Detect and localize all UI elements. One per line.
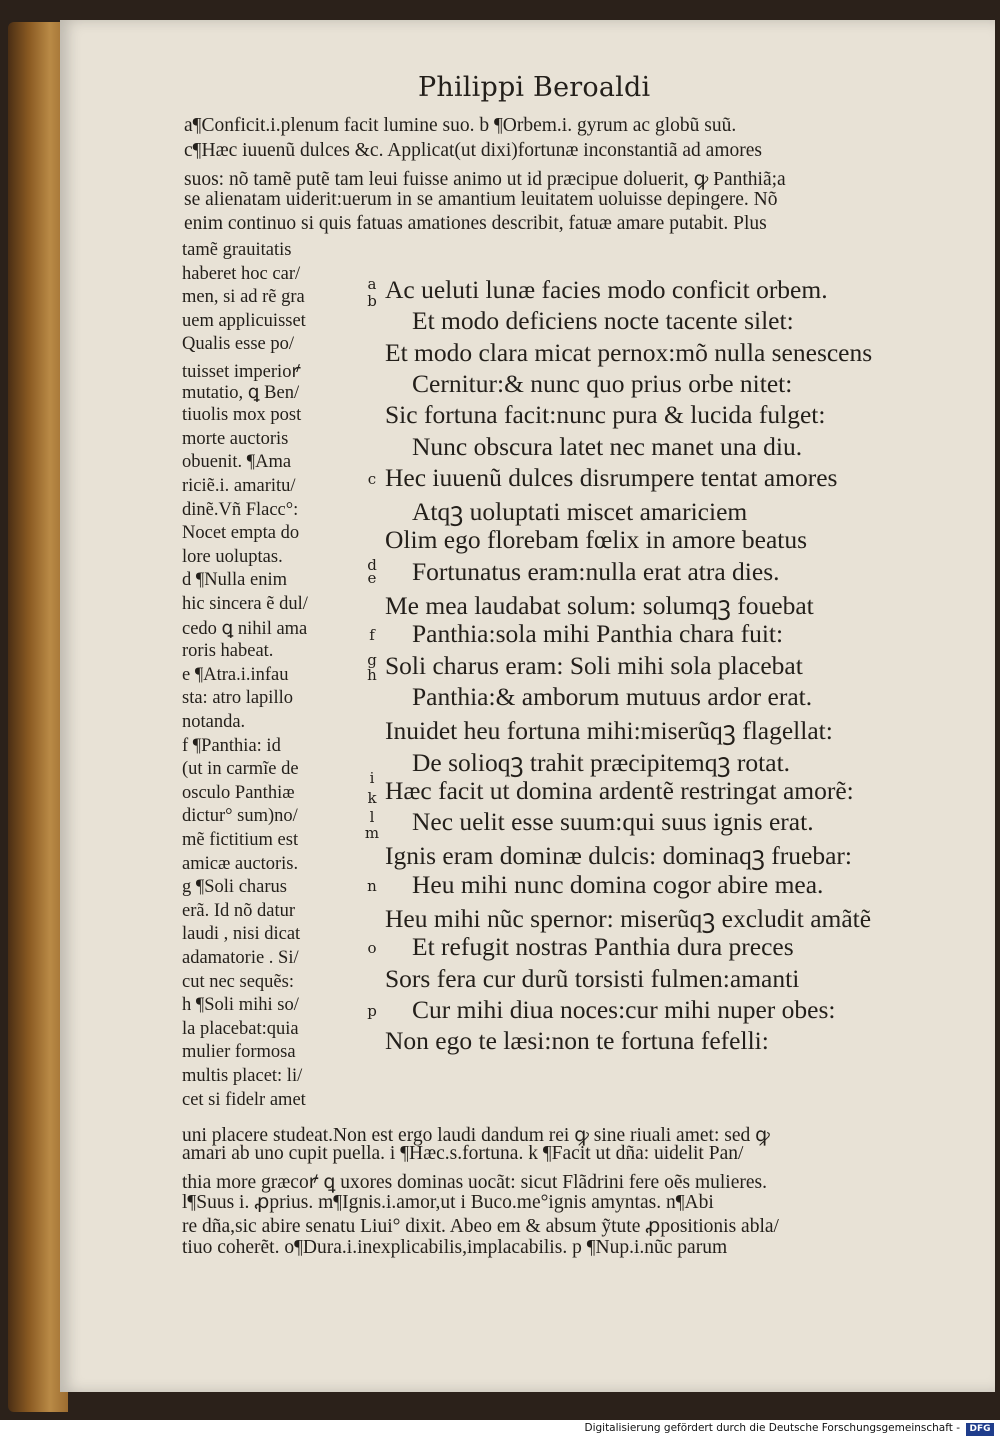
margin-note-line: mulier formosa <box>182 1042 296 1063</box>
margin-note-line: Nocet empta do <box>182 523 300 544</box>
verse-line: Ignis eram dominæ dulcis: dominaqꝫ fruebar: <box>385 841 852 871</box>
commentary-line: thia more græcoꝵ ꝗ uxores dominas uocãt: sicut Flãdrini fere oẽs mulieres. <box>182 1171 767 1193</box>
margin-note-line: tiuolis mox post <box>182 405 302 426</box>
margin-note-line: mẽ fictitium est <box>182 830 299 850</box>
margin-note-line: f ¶Panthia: id <box>182 735 281 756</box>
verse-line: De solioqꝫ trahit præcipitemqꝫ rotat. <box>412 747 791 777</box>
margin-note-line: e ¶Atra.i.infau <box>182 664 289 685</box>
verse-marker: l <box>369 808 375 827</box>
margin-note-line: laudi , nisi dicat <box>182 924 301 945</box>
verse-marker: f <box>369 626 375 645</box>
margin-note-line: erã. Id nõ datur <box>182 900 296 921</box>
verse-marker: g <box>367 650 377 669</box>
verse-line: Hec iuuenũ dulces disrumpere tentat amores <box>385 462 838 492</box>
margin-note-line: men, si ad rẽ gra <box>182 287 305 308</box>
verse-line: Et modo clara micat pernox:mõ nulla senescens <box>385 337 873 367</box>
running-head: Philippi Beroaldi <box>418 72 651 103</box>
verse-marker: a <box>367 275 377 293</box>
margin-note-line: g ¶Soli charus <box>182 877 287 898</box>
margin-note-line: amicæ auctoris. <box>182 853 299 874</box>
verse-line: Inuidet heu fortuna mihi:miserũqꝫ flagellat: <box>385 716 833 746</box>
commentary-line: enim continuo si quis fatuas amationes describit, fatuæ amare putabit. Plus <box>184 213 767 234</box>
dfg-logo: DFG <box>966 1423 994 1436</box>
verse-line: Et refugit nostras Panthia dura preces <box>412 932 794 962</box>
margin-note-line: mutatio, ꝗ Ben/ <box>182 382 300 403</box>
verse-line: Sic fortuna facit:nunc pura & lucida fulget: <box>385 400 826 430</box>
verse-marker: c <box>367 469 377 488</box>
verse-marker: b <box>367 292 377 310</box>
margin-note-line: cet si fidelr amet <box>182 1089 306 1110</box>
verse-marker: e <box>367 568 377 587</box>
commentary-line: l¶Suus i. ꝓprius. m¶Ignis.i.amor,ut i Buco.me°ignis amyntas. n¶Abi <box>182 1192 714 1214</box>
margin-note-line: multis placet: li/ <box>182 1066 303 1086</box>
verse-line: Soli charus eram: Soli mihi sola placebat <box>385 650 803 680</box>
margin-note-line: hic sincera ẽ dul/ <box>182 594 308 614</box>
verse-line: Nunc obscura latet nec manet una diu. <box>412 431 803 461</box>
verse-marker: h <box>367 665 377 684</box>
commentary-line: c¶Hæc iuuenũ dulces &c. Applicat(ut dixi)fortunæ inconstantiã ad amores <box>184 139 762 161</box>
verse-line: Ac ueluti lunæ facies modo conficit orbem. <box>385 275 828 304</box>
verse-line: Fortunatus eram:nulla erat atra dies. <box>412 556 780 586</box>
verse-marker: m <box>364 824 380 843</box>
margin-note-line: h ¶Soli mihi so/ <box>182 995 299 1016</box>
verse-line: Me mea laudabat solum: solumqꝫ fouebat <box>385 591 814 620</box>
margin-note-line: riciẽ.i. amaritu/ <box>182 476 296 496</box>
verse-marker: i <box>369 768 375 787</box>
margin-note-line: notanda. <box>182 712 246 732</box>
margin-note-line: morte auctoris <box>182 428 289 449</box>
commentary-line: amari ab uno cupit puella. i ¶Hæc.s.fortuna. k ¶Facit ut dña: uidelit Pan/ <box>182 1143 744 1165</box>
margin-note-line: la placebat:quia <box>182 1018 299 1039</box>
margin-note-line: obuenit. ¶Ama <box>182 452 292 473</box>
verse-line: Heu mihi nũc spernor: miserũqꝫ excludit amãtẽ <box>385 904 872 933</box>
footer-credit: Digitalisierung gefördert durch die Deutsche Forschungsgemeinschaft - <box>584 1422 960 1434</box>
verse-line: Cur mihi diua noces:cur mihi nuper obes: <box>412 994 836 1024</box>
commentary-line: se alienatam uiderit:uerum in se amantium leuitatem uoluisse depingere. Nõ <box>184 188 778 210</box>
margin-note-line: cut nec sequẽs: <box>182 971 294 992</box>
verse-marker: k <box>367 788 377 807</box>
commentary-line: re dña,sic abire senatu Liui° dixit. Abeo em & absum ỹtute ꝓpositionis abla/ <box>182 1215 779 1237</box>
margin-note-line: tamẽ grauitatis <box>182 240 292 260</box>
commentary-line: tiuo coherẽt. o¶Dura.i.inexplicabilis,implacabilis. p ¶Nup.i.nũc parum <box>182 1237 728 1258</box>
margin-note-line: haberet hoc car/ <box>182 263 301 284</box>
margin-note-line: dinẽ.Vñ Flacc°: <box>182 499 299 520</box>
margin-note-line: lore uoluptas. <box>182 546 283 567</box>
verse-line: Cernitur:& nunc quo prius orbe nitet: <box>412 368 793 398</box>
book-edge <box>8 22 68 1412</box>
commentary-line: uni placere studeat.Non est ergo laudi dandum rei ꝙ sine riuali amet: sed ꝙ <box>182 1125 770 1146</box>
verse-marker: n <box>367 876 377 895</box>
verse-line: Et modo deficiens nocte tacente silet: <box>412 306 794 336</box>
verse-marker: d <box>367 555 377 574</box>
commentary-line: suos: nõ tamẽ putẽ tam leui fuisse animo ut id præcipue doluerit, ꝙ Panthiã;a <box>184 169 786 190</box>
margin-note-line: sta: atro lapillo <box>182 688 293 709</box>
verse-line: Panthia:& amborum mutuus ardor erat. <box>412 681 813 711</box>
verse-marker: p <box>367 1001 377 1020</box>
verse-line: Sors fera cur durũ torsisti fulmen:amanti <box>385 963 800 993</box>
verse-marker: o <box>367 939 377 958</box>
verse-line: Non ego te læsi:non te fortuna fefelli: <box>385 1026 769 1056</box>
footer-bar <box>0 1420 1000 1440</box>
verse-line: Atqꝫ uoluptati miscet amariciem <box>412 497 748 527</box>
verse-line: Heu mihi nunc domina cogor abire mea. <box>412 869 824 899</box>
margin-note-line: Qualis esse po/ <box>182 334 295 355</box>
verse-line: Panthia:sola mihi Panthia chara fuit: <box>412 619 784 649</box>
commentary-line: a¶Conficit.i.plenum facit lumine suo. b ¶Orbem.i. gyrum ac globũ suũ. <box>184 115 737 136</box>
margin-note-line: roris habeat. <box>182 641 274 662</box>
margin-note-line: uem applicuisset <box>182 310 306 331</box>
margin-note-line: dictur° sum)no/ <box>182 806 298 827</box>
verse-line: Nec uelit esse suum:qui suus ignis erat. <box>412 807 814 837</box>
verse-line: Hæc facit ut domina ardentẽ restringat amorẽ: <box>385 775 854 805</box>
margin-note-line: (ut in carmĩe de <box>182 759 299 780</box>
margin-note-line: d ¶Nulla enim <box>182 570 287 591</box>
margin-note-line: cedo ꝗ nihil ama <box>182 618 308 639</box>
margin-note-line: tuisset imperioꝵ <box>182 362 301 382</box>
margin-note-line: adamatorie . Si/ <box>182 948 299 968</box>
verse-line: Olim ego florebam fœlix in amore beatus <box>385 525 808 555</box>
margin-note-line: osculo Panthiæ <box>182 782 295 803</box>
